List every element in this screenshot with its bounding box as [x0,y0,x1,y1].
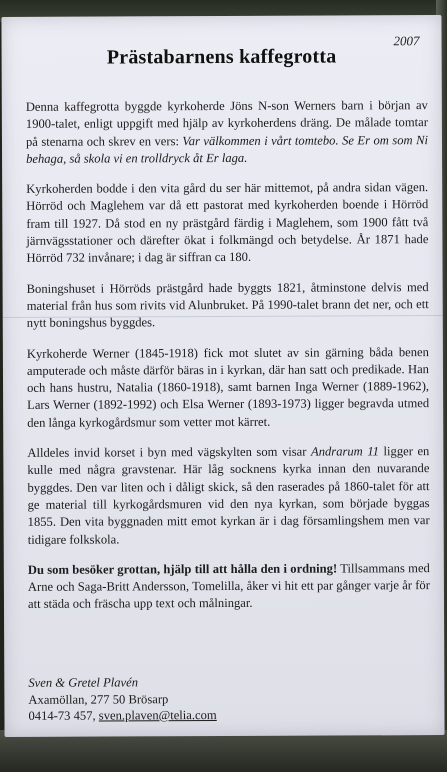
notice-body [26,97,430,613]
signature-block [28,674,328,725]
signature-address: Axamöllan, 277 50 Brösarp [28,691,169,707]
notice-title: Prästabarnens kaffegrotta [106,45,337,69]
appeal-text: Tillsammans med Arne och Saga-Britt Andersson, Tomelilla, åker vi hit ett par gånger varje år för att städa och fräscha upp text och målningar. [27,560,430,612]
paragraph-old-church [27,443,429,549]
road-sign-place: Andrarum 11 [310,444,380,459]
signature-phone: 0414-73 457, [28,708,99,723]
paragraph-rectory: Kyrkoherden bodde i den vita gård du ser här mittemot, på andra sidan vägen. Hörröd och Maglehem var då ett pastorat med kyrkoherden boende i Hörröd fram till 1927. Då stod en ny prästgård färdig i Maglehem, som 1900 fått två järnvägsstationer och därefter ökat i folkmängd och betydelse. År 1871 hade Hörröd 732 invånare; i dag är siffran ca 180. [26,180,429,266]
signature-email: sven.plaven@telia.com [98,708,217,723]
paragraph-house: Boningshuset i Hörröds prästgård hade byggts 1821, åtminstone delvis med material från hus som rivits vid Alunbruket. På 1990-talet brann det ner, och ett nytt boningshus byggdes. [26,279,429,331]
verse-text: Var välkommen i vårt tomtebo. Se Er om som Ni behaga, så skola vi en trolldryck åt Er laga. [26,132,429,166]
paragraph-appeal [28,560,430,614]
notice-year: 2007 [393,33,420,49]
paragraph-intro [26,97,428,168]
signature-names: Sven & Gretel Plavén [28,675,139,690]
signature-contact [28,707,328,725]
intro-text: Denna kaffegrotta byggde kyrkoherde Jöns N-son Werners barn i början av 1900-talet, enligt uppgift med hjälp av kyrkoherdens dräng. De målade tomtar på stenarna och skrev en vers: [25,98,428,149]
old-church-text-b: ligger en kulle med några gravstenar. Här låg socknens kyrka innan den nuvarande byggdes. Den var liten och i dåligt skick, så den raserades på 1860-talet för att ge material till kyrkogårdsmuren vid den nya kyrkan, som började byggas 1855. Den vita byggnaden mitt emot kyrkan är i dag församlingshem men var tidigare folkskola. [27,444,430,547]
paragraph-werner: Kyrkoherde Werner (1845-1918) fick mot slutet av sin gärning båda benen amputerade och måste därför bäras in i kyrkan, där han satt och predikade. Han och hans hustru, Natalia (1860-1918), samt barnen Inga Werner (1889-1962), Lars Werner (1892-1992) och Elsa Werner (1893-1973) ligger begravda utmed den långa kyrkogårdsmur som vetter mot kärret. [26,344,430,430]
appeal-heading: Du som besöker grottan, hjälp till att hålla den i ordning! [27,561,338,577]
laminated-notice [1,15,444,737]
old-church-text-a: Alldeles invid korset i byn med vägskylten som visar [27,444,312,460]
